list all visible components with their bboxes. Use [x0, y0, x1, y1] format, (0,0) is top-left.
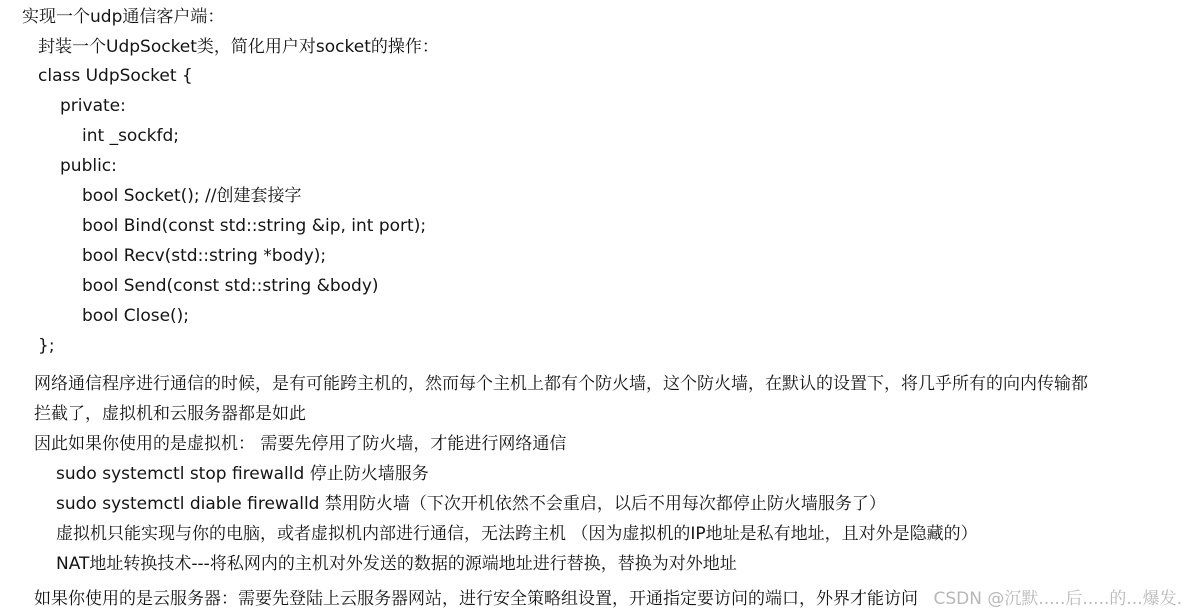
code-close-method: bool Close();	[82, 306, 190, 326]
code-sockfd: int _sockfd;	[82, 126, 180, 146]
code-class-decl: class UdpSocket {	[38, 66, 193, 86]
csdn-watermark: CSDN @沉默.....后.....的...爆发.	[933, 589, 1182, 609]
text-vm-note: 因此如果你使用的是虚拟机： 需要先停用了防火墙，才能进行网络通信	[34, 434, 567, 454]
text-nat: NAT地址转换技术---将私网内的主机对外发送的数据的源端地址进行替换，替换为对外地址	[56, 554, 737, 574]
cmd-stop-firewalld: sudo systemctl stop firewalld 停止防火墙服务	[56, 464, 429, 484]
code-public: public:	[60, 156, 117, 176]
text-cloud-server: 如果你使用的是云服务器：需要先登陆上云服务器网站，进行安全策略组设置，开通指定要访问的端口，外界才能访问	[34, 589, 918, 609]
code-socket-method: bool Socket(); //创建套接字	[82, 186, 302, 206]
code-recv-method: bool Recv(std::string *body);	[82, 246, 327, 266]
code-bind-method: bool Bind(const std::string &ip, int port);	[82, 216, 427, 236]
code-class-end: };	[38, 336, 55, 356]
cmd-disable-firewalld: sudo systemctl diable firewalld 禁用防火墙（下次开机依然不会重启，以后不用每次都停止防火墙服务了）	[56, 494, 886, 514]
text-vm-limitation: 虚拟机只能实现与你的电脑，或者虚拟机内部进行通信，无法跨主机 （因为虚拟机的IP地址是私有地址，且对外是隐藏的）	[56, 524, 978, 544]
text-firewall-para-1: 网络通信程序进行通信的时候，是有可能跨主机的，然而每个主机上都有个防火墙，这个防火墙，在默认的设置下，将几乎所有的向内传输都	[34, 374, 1088, 394]
text-encapsulate-class: 封装一个UdpSocket类，简化用户对socket的操作：	[38, 37, 439, 57]
heading-udp-client: 实现一个udp通信客户端：	[22, 7, 225, 27]
code-send-method: bool Send(const std::string &body)	[82, 276, 379, 296]
code-private: private:	[60, 96, 126, 116]
text-firewall-para-2: 拦截了，虚拟机和云服务器都是如此	[34, 404, 306, 424]
